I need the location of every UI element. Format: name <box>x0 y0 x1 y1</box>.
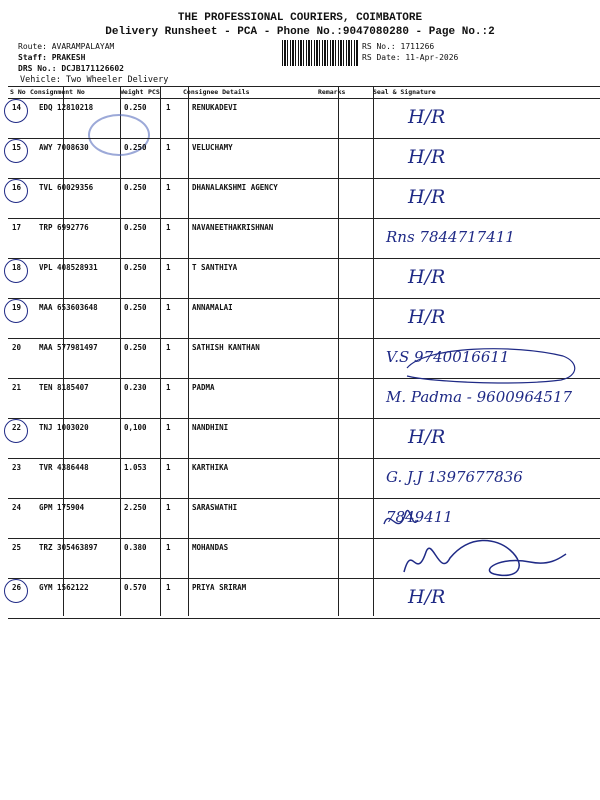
row-consignment: TVL 60029356 <box>39 183 94 192</box>
row-pcs: 1 <box>166 143 171 152</box>
row-sno: 22 <box>12 423 22 432</box>
vehicle-label: Vehicle: Two Wheeler Delivery <box>20 75 169 85</box>
row-sno: 17 <box>12 223 22 232</box>
row-pcs: 1 <box>166 263 171 272</box>
row-pcs: 1 <box>166 303 171 312</box>
sno-ink-circle <box>4 579 28 603</box>
row-sno: 16 <box>12 183 22 192</box>
row-sno: 21 <box>12 383 22 392</box>
row-signature: H/R <box>408 266 446 288</box>
barcode <box>282 40 358 66</box>
row-pcs: 1 <box>166 103 171 112</box>
row-sno: 26 <box>12 583 22 592</box>
row-sno: 25 <box>12 543 22 552</box>
sno-ink-circle <box>4 99 28 123</box>
row-consignment: GYM 1562122 <box>39 583 89 592</box>
row-signature: H/R <box>408 306 446 328</box>
row-pcs: 1 <box>166 463 171 472</box>
row-weight: 0.250 <box>124 303 147 312</box>
row-weight: 0.250 <box>124 103 147 112</box>
row-consignment: VPL 408528931 <box>39 263 98 272</box>
col-seal-signature: Seal & Signature <box>373 88 436 96</box>
row-pcs: 1 <box>166 423 171 432</box>
row-weight: 0.250 <box>124 143 147 152</box>
row-sno: 20 <box>12 343 22 352</box>
row-sno: 19 <box>12 303 22 312</box>
drs-number: DRS No.: DCJB171126602 <box>18 64 124 73</box>
row-consignment: EDQ 12810218 <box>39 103 94 112</box>
row-consignment: TEN 8185407 <box>39 383 89 392</box>
sno-ink-circle <box>4 139 28 163</box>
row-consignee: VELUCHAMY <box>192 143 233 152</box>
row-signature: 7849411 <box>386 508 453 526</box>
row-weight: 2.250 <box>124 503 147 512</box>
row-consignee: MOHANDAS <box>192 543 229 552</box>
row-consignee: DHANALAKSHMI AGENCY <box>192 183 278 192</box>
row-consignment: MAA 653603648 <box>39 303 98 312</box>
row-signature: G. J.J 1397677836 <box>386 468 523 486</box>
col-remarks: Remarks <box>318 88 346 96</box>
row-weight: 0.570 <box>124 583 147 592</box>
row-signature: H/R <box>408 426 446 448</box>
row-signature: H/R <box>408 106 446 128</box>
col-pcs: PCS <box>148 88 160 96</box>
row-pcs: 1 <box>166 383 171 392</box>
row-pcs: 1 <box>166 223 171 232</box>
row-weight: 0.250 <box>124 183 147 192</box>
row-pcs: 1 <box>166 343 171 352</box>
row-pcs: 1 <box>166 503 171 512</box>
sno-ink-circle <box>4 259 28 283</box>
sno-ink-circle <box>4 179 28 203</box>
row-sno: 18 <box>12 263 22 272</box>
row-weight: 0.250 <box>124 263 147 272</box>
row-weight: 0.250 <box>124 343 147 352</box>
row-consignee: SATHISH KANTHAN <box>192 343 260 352</box>
row-weight: 0.380 <box>124 543 147 552</box>
row-consignment: TRP 6992776 <box>39 223 89 232</box>
row-consignee: KARTHIKA <box>192 463 229 472</box>
row-signature: V.S 9740016611 <box>386 348 510 366</box>
row-consignment: TNJ 1003020 <box>39 423 89 432</box>
row-consignment: TVR 4386448 <box>39 463 89 472</box>
row-signature: M. Padma - 9600964517 <box>386 388 573 406</box>
row-consignee: PADMA <box>192 383 215 392</box>
col-weight: Weight <box>120 88 144 96</box>
row-consignment: MAA 577981497 <box>39 343 98 352</box>
row-consignee: RENUKADEVI <box>192 103 238 112</box>
row-signature: Rns 7844717411 <box>386 228 515 246</box>
row-weight: 0.250 <box>124 223 147 232</box>
row-weight: 0,100 <box>124 423 147 432</box>
rs-number: RS No.: 1711266 <box>362 42 435 51</box>
col-sno: S No <box>10 88 26 96</box>
staff-label: Staff: PRAKESH <box>18 53 86 62</box>
row-consignee: NAVANEETHAKRISHNAN <box>192 223 274 232</box>
row-signature: H/R <box>408 186 446 208</box>
row-consignee: T SANTHIYA <box>192 263 238 272</box>
sno-ink-circle <box>4 419 28 443</box>
row-weight: 1.053 <box>124 463 147 472</box>
sno-ink-circle <box>4 299 28 323</box>
row-sno: 24 <box>12 503 22 512</box>
row-pcs: 1 <box>166 183 171 192</box>
row-pcs: 1 <box>166 543 171 552</box>
row-pcs: 1 <box>166 583 171 592</box>
route-label: Route: AVARAMPALAYAM <box>18 42 115 51</box>
row-consignee: SARASWATHI <box>192 503 238 512</box>
signature-scribble-25 <box>400 528 570 588</box>
runsheet-subtitle: Delivery Runsheet - PCA - Phone No.:9047080280 - Page No.:2 <box>105 26 495 38</box>
row-consignee: ANNAMALAI <box>192 303 233 312</box>
row-consignment: TRZ 305463897 <box>39 543 98 552</box>
row-sno: 14 <box>12 103 22 112</box>
company-title: THE PROFESSIONAL COURIERS, COIMBATORE <box>177 12 423 24</box>
row-consignee: NANDHINI <box>192 423 229 432</box>
row-consignment: GPM 175904 <box>39 503 85 512</box>
rs-date: RS Date: 11-Apr-2026 <box>362 53 459 62</box>
col-consignee: Consignee Details <box>183 88 250 96</box>
row-consignee: PRIYA SRIRAM <box>192 583 247 592</box>
row-signature: H/R <box>408 146 446 168</box>
row-sno: 15 <box>12 143 22 152</box>
col-consignment: Consignment No <box>30 88 85 96</box>
row-sno: 23 <box>12 463 22 472</box>
signature-scribble-20 <box>365 340 595 400</box>
row-signature: H/R <box>408 586 446 608</box>
row-weight: 0.230 <box>124 383 147 392</box>
row-consignment: AWY 7008630 <box>39 143 89 152</box>
